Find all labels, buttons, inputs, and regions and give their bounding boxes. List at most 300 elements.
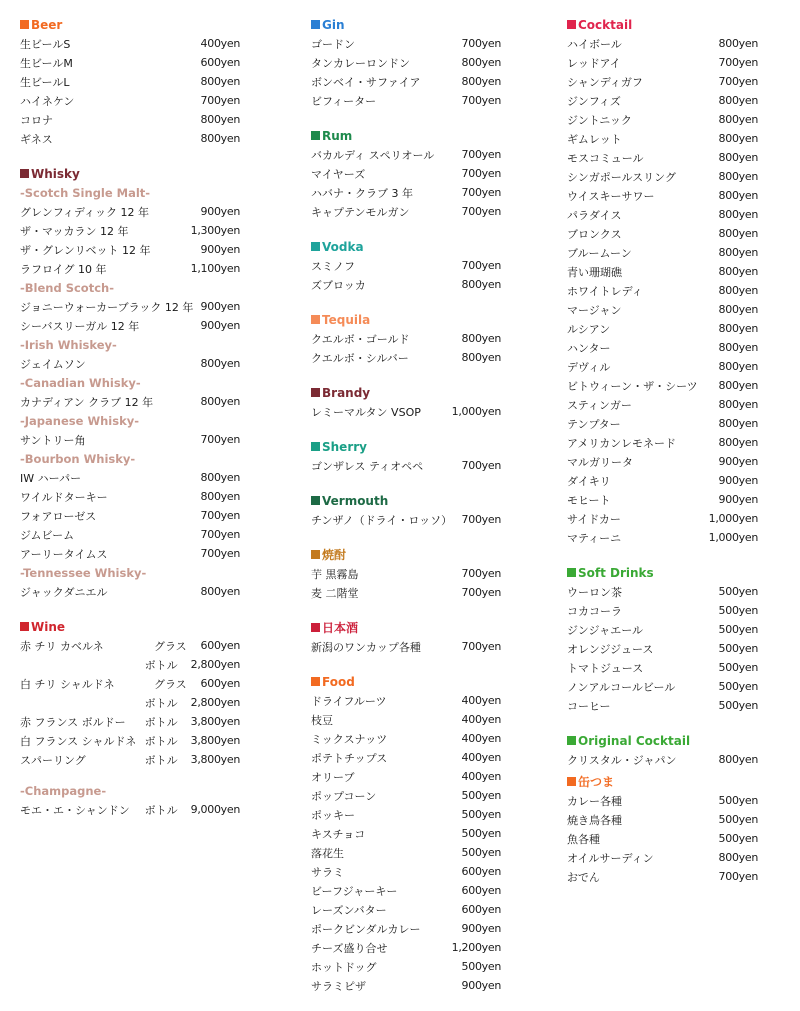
menu-item	[567, 658, 758, 677]
item-price: 800yen	[200, 75, 240, 88]
item-name: カレー各種	[567, 794, 622, 808]
item-price: 400yen	[461, 732, 501, 745]
section-title	[311, 618, 501, 637]
item-name: 焼き鳥各種	[567, 813, 622, 827]
item-price: 900yen	[200, 243, 240, 256]
item-price: 900yen	[461, 922, 501, 935]
item-name: ズブロッカ	[311, 278, 366, 292]
item-price: 800yen	[200, 113, 240, 126]
menu-item	[567, 829, 758, 848]
menu-item	[567, 205, 758, 224]
section-title	[567, 15, 758, 34]
menu-section-original-cocktail	[567, 731, 758, 769]
section-title	[567, 772, 758, 791]
item-name: 生ビールL	[20, 75, 70, 89]
menu-item	[20, 53, 240, 72]
item-price: 800yen	[718, 322, 758, 335]
menu-item	[20, 693, 240, 712]
item-price: 500yen	[718, 832, 758, 845]
section-title-text: Food	[322, 674, 355, 689]
section-title-text: 缶つま	[578, 775, 615, 789]
menu-item	[567, 72, 758, 91]
menu-item	[567, 620, 758, 639]
menu-section-section-8	[311, 618, 501, 656]
item-name: 生ビールS	[20, 37, 71, 51]
section-title-text: Sherry	[322, 439, 367, 454]
item-price: 900yen	[200, 300, 240, 313]
item-price: 700yen	[718, 56, 758, 69]
item-name: IW ハーパー	[20, 471, 82, 485]
item-price: 900yen	[718, 493, 758, 506]
item-price: 400yen	[200, 37, 240, 50]
item-name: キスチョコ	[311, 827, 366, 841]
item-unit: ボトル	[144, 658, 178, 672]
item-unit: ボトル	[144, 803, 178, 817]
item-name: ジャックダニエル	[20, 585, 108, 599]
item-price: 700yen	[461, 459, 501, 472]
item-price: 600yen	[200, 639, 240, 652]
square-bullet-icon	[567, 777, 576, 786]
menu-item	[20, 468, 240, 487]
section-title-text: Gin	[322, 17, 345, 32]
item-name: 枝豆	[311, 713, 333, 727]
item-unit: ボトル	[144, 696, 178, 710]
item-name: ポッキー	[311, 808, 355, 822]
item-name: サラミ	[311, 865, 344, 879]
menu-item	[20, 674, 240, 693]
menu-item	[567, 243, 758, 262]
subcategory-heading: -Japanese Whisky-	[20, 413, 140, 428]
item-name: ジンジャエール	[567, 623, 644, 637]
menu-item	[567, 110, 758, 129]
item-price: 800yen	[718, 113, 758, 126]
square-bullet-icon	[20, 169, 29, 178]
item-price: 600yen	[200, 56, 240, 69]
item-price: 700yen	[461, 94, 501, 107]
item-price: 500yen	[718, 585, 758, 598]
item-price: 500yen	[718, 642, 758, 655]
menu-section-brandy	[311, 383, 501, 421]
item-price: 400yen	[461, 770, 501, 783]
subcategory-heading: -Blend Scotch-	[20, 280, 114, 295]
item-name: シャンディガフ	[567, 75, 643, 89]
section-title	[311, 672, 501, 691]
section-title	[311, 545, 501, 564]
item-price: 500yen	[718, 699, 758, 712]
item-price: 800yen	[718, 341, 758, 354]
menu-item	[311, 329, 501, 348]
square-bullet-icon	[311, 315, 320, 324]
item-price: 900yen	[718, 455, 758, 468]
menu-item	[20, 655, 240, 674]
item-price: 1,000yen	[708, 531, 758, 544]
item-price: 700yen	[461, 513, 501, 526]
menu-item	[311, 164, 501, 183]
menu-item	[567, 376, 758, 395]
menu-section-soft-drinks	[567, 563, 758, 715]
item-price: 1,100yen	[190, 262, 240, 275]
subcategory-heading: -Tennessee Whisky-	[20, 565, 147, 580]
menu-item	[567, 395, 758, 414]
item-price: 700yen	[461, 205, 501, 218]
item-price: 500yen	[461, 808, 501, 821]
item-name: コーヒー	[567, 699, 611, 713]
item-name: ホワイトレディ	[567, 284, 643, 298]
item-name: ブロンクス	[567, 227, 622, 241]
menu-item	[20, 91, 240, 110]
item-price: 500yen	[718, 661, 758, 674]
item-name: カナディアン クラブ 12 年	[20, 395, 154, 409]
menu-item	[311, 145, 501, 164]
section-title-text: 焼酎	[322, 548, 347, 562]
item-price: 1,300yen	[190, 224, 240, 237]
section-title-text: Vodka	[322, 239, 364, 254]
item-name: ジンフィズ	[567, 94, 621, 108]
menu-item	[567, 848, 758, 867]
item-price: 800yen	[461, 332, 501, 345]
item-name: ジェイムソン	[20, 357, 86, 371]
subcategory-heading: -Champagne-	[20, 783, 107, 798]
menu-item	[311, 824, 501, 843]
menu-item	[20, 506, 240, 525]
menu-item	[311, 710, 501, 729]
item-price: 800yen	[718, 151, 758, 164]
item-price: 800yen	[718, 94, 758, 107]
item-name: キャプテンモルガン	[311, 205, 410, 219]
menu-item	[20, 72, 240, 91]
square-bullet-icon	[311, 442, 320, 451]
menu-item	[567, 601, 758, 620]
menu-item	[567, 300, 758, 319]
item-price: 700yen	[461, 259, 501, 272]
menu-item	[567, 34, 758, 53]
item-name: 魚各種	[567, 832, 600, 846]
item-name: おでん	[567, 870, 600, 884]
menu-item	[567, 433, 758, 452]
item-name: レーズンバター	[311, 903, 387, 917]
item-price: 3,800yen	[190, 734, 240, 747]
menu-item	[567, 53, 758, 72]
menu-item	[567, 750, 758, 769]
menu-item	[311, 900, 501, 919]
item-name: ザ・グレンリベット 12 年	[20, 243, 151, 257]
item-price: 1,200yen	[451, 941, 501, 954]
item-price: 400yen	[461, 694, 501, 707]
item-name: ポークビンダルカレー	[311, 922, 421, 936]
menu-column-left	[20, 15, 240, 835]
item-name: サラミピザ	[311, 979, 366, 993]
menu-item	[567, 810, 758, 829]
item-name: ハンター	[567, 341, 611, 355]
menu-item	[20, 430, 240, 449]
square-bullet-icon	[311, 242, 320, 251]
item-name: グレンフィディック 12 年	[20, 205, 149, 219]
item-name: 新潟のワンカップ各種	[311, 640, 421, 654]
item-name: ウーロン茶	[567, 585, 622, 599]
item-name: クリスタル・ジャパン	[567, 753, 677, 767]
item-price: 3,800yen	[190, 753, 240, 766]
menu-item	[567, 262, 758, 281]
menu-item	[311, 402, 501, 421]
menu-item	[311, 275, 501, 294]
item-name: オイルサーディン	[567, 851, 654, 865]
item-price: 700yen	[461, 167, 501, 180]
item-price: 700yen	[461, 586, 501, 599]
section-title-text: Soft Drinks	[578, 565, 654, 580]
item-name: ポップコーン	[311, 789, 377, 803]
item-price: 700yen	[200, 547, 240, 560]
menu-item	[311, 862, 501, 881]
menu-section-section-3	[567, 772, 758, 886]
item-name: ギムレット	[567, 132, 622, 146]
menu-item	[311, 729, 501, 748]
item-price: 800yen	[718, 189, 758, 202]
item-name: ウイスキーサワー	[567, 189, 655, 203]
item-price: 800yen	[718, 379, 758, 392]
item-unit: グラス	[154, 677, 187, 691]
item-price: 800yen	[718, 851, 758, 864]
item-name: 麦 二階堂	[311, 586, 359, 600]
item-name: ジントニック	[567, 113, 632, 127]
menu-section-gin	[311, 15, 501, 110]
item-name: ダイキリ	[567, 474, 611, 488]
menu-item	[311, 256, 501, 275]
menu-item	[20, 750, 240, 769]
item-price: 700yen	[200, 528, 240, 541]
item-price: 800yen	[718, 132, 758, 145]
section-title	[311, 126, 501, 145]
item-name: マティーニ	[567, 531, 622, 545]
menu-section-food	[311, 672, 501, 995]
item-price: 500yen	[718, 680, 758, 693]
menu-item	[567, 867, 758, 886]
square-bullet-icon	[311, 496, 320, 505]
item-name: ジムビーム	[20, 528, 75, 542]
item-unit: ボトル	[144, 715, 178, 729]
menu-item	[567, 471, 758, 490]
menu-section-sherry	[311, 437, 501, 475]
item-price: 800yen	[200, 471, 240, 484]
menu-item	[311, 748, 501, 767]
item-unit: ボトル	[144, 753, 178, 767]
menu-item	[567, 338, 758, 357]
item-name: タンカレーロンドン	[311, 56, 410, 70]
item-name: マルガリータ	[567, 455, 633, 469]
item-name: ハバナ・クラブ 3 年	[311, 186, 413, 200]
item-name: デヴィル	[567, 360, 611, 374]
item-price: 800yen	[461, 56, 501, 69]
menu-item	[311, 957, 501, 976]
square-bullet-icon	[20, 20, 29, 29]
section-title	[20, 164, 240, 183]
item-name: ノンアルコールビール	[567, 680, 676, 694]
menu-section-beer	[20, 15, 240, 148]
menu-item	[311, 583, 501, 602]
section-title	[311, 15, 501, 34]
item-name: コカコーラ	[567, 604, 622, 618]
menu-item	[311, 91, 501, 110]
item-name: モエ・エ・シャンドン	[20, 803, 130, 817]
menu-item	[311, 53, 501, 72]
item-price: 9,000yen	[190, 803, 240, 816]
item-name: マイヤーズ	[311, 167, 366, 181]
item-price: 800yen	[718, 246, 758, 259]
menu-item	[311, 564, 501, 583]
item-price: 800yen	[200, 585, 240, 598]
menu-item	[567, 639, 758, 658]
item-name: パラダイス	[567, 208, 622, 222]
subcategory-heading: -Scotch Single Malt-	[20, 185, 151, 200]
menu-item	[567, 677, 758, 696]
item-name: ラフロイグ 10 年	[20, 262, 107, 276]
menu-item	[20, 392, 240, 411]
menu-item	[311, 202, 501, 221]
item-name: ハイネケン	[20, 94, 75, 108]
section-title	[311, 237, 501, 256]
item-name: ジョニーウォーカーブラック 12 年	[20, 300, 194, 314]
item-name: チーズ盛り合せ	[311, 941, 388, 955]
menu-item	[20, 731, 240, 750]
item-price: 2,800yen	[190, 696, 240, 709]
menu-item	[567, 357, 758, 376]
menu-item	[20, 582, 240, 601]
item-name: 青い珊瑚礁	[567, 265, 622, 279]
menu-item	[567, 167, 758, 186]
item-name: 白 チリ シャルドネ	[20, 677, 115, 691]
item-price: 800yen	[718, 303, 758, 316]
item-price: 700yen	[461, 186, 501, 199]
item-name: レミーマルタン VSOP	[311, 405, 421, 419]
item-name: ザ・マッカラン 12 年	[20, 224, 129, 238]
item-price: 800yen	[718, 170, 758, 183]
item-price: 900yen	[200, 205, 240, 218]
item-price: 800yen	[461, 278, 501, 291]
section-title-text: Tequila	[322, 312, 371, 327]
item-price: 800yen	[718, 227, 758, 240]
item-name: ドライフルーツ	[311, 694, 387, 708]
menu-item	[567, 696, 758, 715]
item-name: ホットドッグ	[311, 960, 377, 974]
section-title-text: Whisky	[31, 166, 80, 181]
item-name: モヒート	[567, 493, 611, 507]
section-title-text: Beer	[31, 17, 63, 32]
menu-item	[567, 528, 758, 547]
menu-column-middle	[311, 15, 501, 1011]
menu-item	[567, 319, 758, 338]
section-title	[567, 731, 758, 750]
square-bullet-icon	[311, 131, 320, 140]
item-price: 500yen	[461, 827, 501, 840]
item-price: 800yen	[718, 265, 758, 278]
menu-item	[311, 881, 501, 900]
item-name: ビフィーター	[311, 94, 377, 108]
square-bullet-icon	[567, 568, 576, 577]
item-name: スティンガー	[567, 398, 632, 412]
subcategory-heading: -Canadian Whisky-	[20, 375, 141, 390]
menu-item	[311, 72, 501, 91]
item-name: 落花生	[311, 846, 344, 860]
item-price: 1,000yen	[451, 405, 501, 418]
section-title-text: 日本酒	[322, 621, 359, 635]
item-name: サイドカー	[567, 512, 621, 526]
menu-item	[20, 525, 240, 544]
item-name: トマトジュース	[567, 661, 644, 675]
menu-item	[311, 976, 501, 995]
menu-item	[311, 691, 501, 710]
menu-item	[20, 259, 240, 278]
item-price: 900yen	[718, 474, 758, 487]
item-price: 1,000yen	[708, 512, 758, 525]
square-bullet-icon	[311, 388, 320, 397]
menu-item	[20, 129, 240, 148]
item-price: 500yen	[718, 813, 758, 826]
menu-item	[567, 452, 758, 471]
square-bullet-icon	[311, 623, 320, 632]
item-name: クエルボ・ゴールド	[311, 332, 410, 346]
item-price: 900yen	[461, 979, 501, 992]
item-price: 800yen	[718, 37, 758, 50]
menu-item	[567, 186, 758, 205]
item-price: 800yen	[200, 357, 240, 370]
item-price: 800yen	[718, 436, 758, 449]
item-unit: ボトル	[144, 734, 178, 748]
menu-column-right	[567, 15, 758, 902]
item-price: 500yen	[718, 623, 758, 636]
item-name: シンガポールスリング	[567, 170, 676, 184]
section-title-text: Rum	[322, 128, 353, 143]
item-price: 700yen	[200, 509, 240, 522]
menu-section-whisky	[20, 164, 240, 601]
menu-item	[311, 767, 501, 786]
item-name: サントリー角	[20, 433, 86, 447]
menu-item	[20, 544, 240, 563]
menu-item	[20, 712, 240, 731]
item-price: 800yen	[718, 208, 758, 221]
item-name: シーバスリーガル 12 年	[20, 319, 140, 333]
subcategory-heading: -Bourbon Whisky-	[20, 451, 136, 466]
menu-item	[567, 582, 758, 601]
menu-section-vermouth	[311, 491, 501, 529]
menu-item	[567, 281, 758, 300]
item-price: 800yen	[461, 75, 501, 88]
item-name: ボンベイ・サファイア	[311, 75, 421, 89]
menu-item	[311, 938, 501, 957]
item-name: アメリカンレモネード	[567, 436, 676, 450]
menu-item	[567, 129, 758, 148]
item-price: 400yen	[461, 713, 501, 726]
item-name: ポテトチップス	[311, 751, 388, 765]
menu-item	[567, 509, 758, 528]
item-price: 900yen	[200, 319, 240, 332]
menu-section-cocktail	[567, 15, 758, 547]
item-price: 700yen	[461, 37, 501, 50]
menu-section-rum	[311, 126, 501, 221]
item-price: 500yen	[461, 846, 501, 859]
square-bullet-icon	[311, 677, 320, 686]
item-name: スミノフ	[311, 259, 355, 273]
section-title-text: Vermouth	[322, 493, 389, 508]
item-price: 500yen	[718, 794, 758, 807]
section-title	[567, 563, 758, 582]
item-name: チンザノ（ドライ・ロッソ）	[311, 513, 453, 527]
item-name: ルシアン	[567, 322, 611, 336]
item-name: ゴードン	[311, 37, 355, 51]
item-name: ブルームーン	[567, 246, 632, 260]
menu-item	[20, 221, 240, 240]
menu-item	[567, 414, 758, 433]
section-title-text: Wine	[31, 619, 66, 634]
item-price: 700yen	[200, 433, 240, 446]
